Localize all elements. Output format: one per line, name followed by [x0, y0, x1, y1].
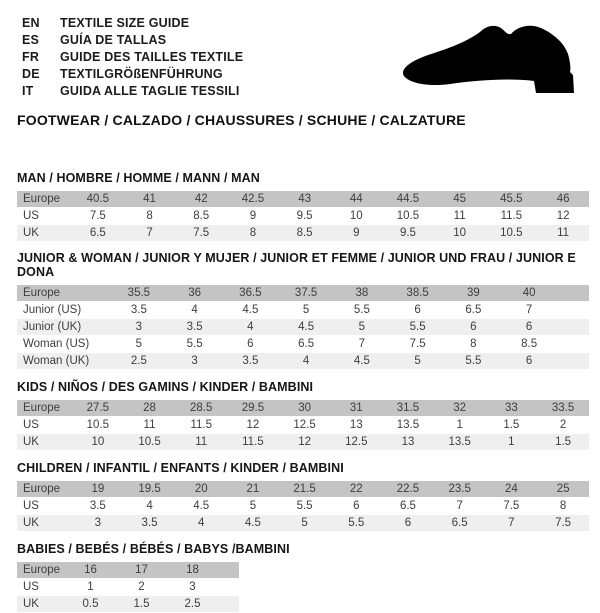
size-value: 10.5	[486, 225, 538, 242]
language-code: IT	[22, 83, 34, 98]
size-value: 7	[124, 225, 176, 242]
size-value: 32	[434, 400, 486, 417]
size-value: 4.5	[278, 319, 334, 336]
section-man	[0, 171, 600, 242]
language-label: GUÍA DE TALLAS	[60, 32, 167, 47]
spacer-cell	[218, 579, 239, 596]
size-value: 10.5	[124, 434, 176, 451]
language-label: TEXTILE SIZE GUIDE	[60, 15, 190, 30]
size-value: 6	[330, 498, 382, 515]
table-row	[17, 481, 589, 498]
size-value: 18	[167, 562, 218, 579]
size-value: 8	[537, 498, 589, 515]
size-value: 9	[330, 225, 382, 242]
size-value: 4.5	[223, 302, 279, 319]
size-value: 12	[279, 434, 331, 451]
size-value: 5	[227, 498, 279, 515]
size-value: 8.5	[501, 336, 557, 353]
size-value: 45	[434, 191, 486, 208]
size-value: 3	[167, 353, 223, 370]
size-value: 43	[279, 191, 331, 208]
size-value: 10	[72, 434, 124, 451]
spacer-cell	[218, 596, 239, 613]
size-value: 28	[124, 400, 176, 417]
language-code: ES	[22, 32, 40, 47]
size-value: 4	[223, 319, 279, 336]
size-value: 33.5	[537, 400, 589, 417]
table-row	[17, 336, 589, 353]
size-value: 11	[434, 208, 486, 225]
size-value: 40.5	[72, 191, 124, 208]
size-value: 3	[167, 579, 218, 596]
spacer-cell	[557, 353, 589, 370]
size-value: 6.5	[446, 302, 502, 319]
size-table-children	[17, 481, 589, 532]
table-row	[17, 208, 589, 225]
size-value: 10.5	[382, 208, 434, 225]
row-label: US	[17, 417, 72, 434]
size-value: 5	[390, 353, 446, 370]
size-value: 22	[330, 481, 382, 498]
size-value: 21.5	[279, 481, 331, 498]
size-value: 6.5	[382, 498, 434, 515]
size-value: 22.5	[382, 481, 434, 498]
language-code: EN	[22, 15, 40, 30]
size-value: 36.5	[223, 285, 279, 302]
size-value: 33	[486, 400, 538, 417]
size-value: 12	[227, 417, 279, 434]
size-value: 3.5	[111, 302, 167, 319]
size-value: 4.5	[227, 515, 279, 532]
size-value: 5	[279, 515, 331, 532]
size-value: 5.5	[446, 353, 502, 370]
size-value: 3.5	[223, 353, 279, 370]
size-table-kids	[17, 400, 589, 451]
row-label: US	[17, 208, 72, 225]
row-label: UK	[17, 596, 65, 613]
size-value: 17	[116, 562, 167, 579]
size-value: 5.5	[279, 498, 331, 515]
size-value: 35.5	[111, 285, 167, 302]
size-value: 4	[124, 498, 176, 515]
size-value: 7	[501, 302, 557, 319]
spacer-cell	[557, 285, 589, 302]
section-kids	[0, 380, 600, 451]
size-value: 4	[175, 515, 227, 532]
size-table-man	[17, 191, 589, 242]
size-value: 20	[175, 481, 227, 498]
size-value: 5.5	[330, 515, 382, 532]
table-row	[17, 191, 589, 208]
size-value: 2.5	[111, 353, 167, 370]
size-value: 7.5	[72, 208, 124, 225]
size-value: 5	[111, 336, 167, 353]
size-value: 46	[537, 191, 589, 208]
section-title-junior-woman: JUNIOR & WOMAN / JUNIOR Y MUJER / JUNIOR ET FEMME / JUNIOR UND FRAU / JUNIOR E DONA	[17, 251, 576, 279]
size-value: 42.5	[227, 191, 279, 208]
size-value: 10	[330, 208, 382, 225]
size-value: 6	[446, 319, 502, 336]
size-value: 6	[501, 353, 557, 370]
size-value: 13	[330, 417, 382, 434]
size-value: 10	[434, 225, 486, 242]
size-value: 8	[227, 225, 279, 242]
size-value: 38	[334, 285, 390, 302]
language-code: FR	[22, 49, 40, 64]
table-row	[17, 434, 589, 451]
size-value: 1.5	[486, 417, 538, 434]
size-value: 13.5	[434, 434, 486, 451]
size-value: 42	[175, 191, 227, 208]
size-table-babies	[17, 562, 239, 613]
size-value: 2	[116, 579, 167, 596]
size-value: 3.5	[167, 319, 223, 336]
size-value: 28.5	[175, 400, 227, 417]
row-label: Europe	[17, 562, 65, 579]
size-value: 7	[486, 515, 538, 532]
section-title-kids: KIDS / NIÑOS / DES GAMINS / KINDER / BAMBINI	[17, 380, 314, 394]
section-title-man: MAN / HOMBRE / HOMME / MANN / MAN	[17, 171, 260, 185]
row-label: Woman (UK)	[17, 353, 111, 370]
row-label: Europe	[17, 481, 72, 498]
size-value: 3.5	[124, 515, 176, 532]
language-label: GUIDA ALLE TAGLIE TESSILI	[60, 83, 240, 98]
size-value: 8	[124, 208, 176, 225]
row-label: UK	[17, 515, 72, 532]
size-value: 40	[501, 285, 557, 302]
size-value: 5	[334, 319, 390, 336]
row-label: Europe	[17, 191, 72, 208]
size-value: 1	[486, 434, 538, 451]
table-row	[17, 498, 589, 515]
spacer-cell	[218, 562, 239, 579]
table-row	[17, 400, 589, 417]
size-value: 9.5	[382, 225, 434, 242]
size-value: 6.5	[278, 336, 334, 353]
size-value: 4	[167, 302, 223, 319]
size-value: 11.5	[227, 434, 279, 451]
size-value: 37.5	[278, 285, 334, 302]
size-value: 11	[537, 225, 589, 242]
size-value: 44.5	[382, 191, 434, 208]
spacer-cell	[557, 319, 589, 336]
size-value: 13	[382, 434, 434, 451]
size-value: 41	[124, 191, 176, 208]
size-value: 25	[537, 481, 589, 498]
size-value: 9.5	[279, 208, 331, 225]
size-value: 2	[537, 417, 589, 434]
size-value: 3.5	[72, 498, 124, 515]
size-value: 11	[124, 417, 176, 434]
spacer-cell	[557, 302, 589, 319]
size-value: 10.5	[72, 417, 124, 434]
size-value: 16	[65, 562, 116, 579]
size-value: 4.5	[334, 353, 390, 370]
size-value: 36	[167, 285, 223, 302]
table-row	[17, 319, 589, 336]
language-code: DE	[22, 66, 40, 81]
size-value: 1.5	[537, 434, 589, 451]
size-value: 24	[486, 481, 538, 498]
section-children	[0, 461, 600, 532]
size-value: 4.5	[175, 498, 227, 515]
size-value: 3	[72, 515, 124, 532]
language-label: GUIDE DES TAILLES TEXTILE	[60, 49, 244, 64]
size-value: 12.5	[330, 434, 382, 451]
language-label: TEXTILGRÖßENFÜHRUNG	[60, 66, 223, 81]
size-value: 19.5	[124, 481, 176, 498]
size-value: 31	[330, 400, 382, 417]
size-table-junior-woman	[17, 285, 589, 370]
size-value: 19	[72, 481, 124, 498]
size-value: 31.5	[382, 400, 434, 417]
size-value: 7	[434, 498, 486, 515]
size-value: 8.5	[279, 225, 331, 242]
size-value: 0.5	[65, 596, 116, 613]
size-value: 39	[446, 285, 502, 302]
row-label: Europe	[17, 285, 111, 302]
size-value: 13.5	[382, 417, 434, 434]
size-value: 38.5	[390, 285, 446, 302]
table-row	[17, 562, 239, 579]
size-value: 12	[537, 208, 589, 225]
size-value: 30	[279, 400, 331, 417]
row-label: Europe	[17, 400, 72, 417]
section-junior-woman	[0, 251, 600, 370]
size-value: 11.5	[175, 417, 227, 434]
size-value: 5	[278, 302, 334, 319]
size-value: 21	[227, 481, 279, 498]
row-label: UK	[17, 434, 72, 451]
size-value: 9	[227, 208, 279, 225]
table-row	[17, 353, 589, 370]
size-value: 1.5	[116, 596, 167, 613]
size-value: 5.5	[167, 336, 223, 353]
size-value: 7.5	[175, 225, 227, 242]
size-value: 1	[65, 579, 116, 596]
size-value: 7.5	[390, 336, 446, 353]
row-label: UK	[17, 225, 72, 242]
size-value: 6	[390, 302, 446, 319]
table-row	[17, 515, 589, 532]
size-value: 5.5	[334, 302, 390, 319]
size-value: 27.5	[72, 400, 124, 417]
row-label: Woman (US)	[17, 336, 111, 353]
size-value: 5.5	[390, 319, 446, 336]
size-value: 6.5	[72, 225, 124, 242]
size-value: 12.5	[279, 417, 331, 434]
section-title-children: CHILDREN / INFANTIL / ENFANTS / KINDER / BAMBINI	[17, 461, 344, 475]
row-label: Junior (UK)	[17, 319, 111, 336]
table-row	[17, 596, 239, 613]
table-row	[17, 302, 589, 319]
size-value: 11	[175, 434, 227, 451]
size-value: 7.5	[537, 515, 589, 532]
size-value: 3	[111, 319, 167, 336]
size-value: 44	[330, 191, 382, 208]
size-value: 23.5	[434, 481, 486, 498]
size-value: 29.5	[227, 400, 279, 417]
size-value: 45.5	[486, 191, 538, 208]
table-row	[17, 285, 589, 302]
row-label: US	[17, 579, 65, 596]
size-value: 7	[334, 336, 390, 353]
section-babies	[0, 542, 600, 613]
size-value: 2.5	[167, 596, 218, 613]
table-row	[17, 579, 239, 596]
dress-shoe-icon	[394, 20, 584, 105]
size-value: 6.5	[434, 515, 486, 532]
section-title-babies: BABIES / BEBÉS / BÉBÉS / BABYS /BAMBINI	[17, 542, 290, 556]
category-title: FOOTWEAR / CALZADO / CHAUSSURES / SCHUHE / CALZATURE	[17, 112, 466, 128]
size-value: 6	[223, 336, 279, 353]
row-label: Junior (US)	[17, 302, 111, 319]
row-label: US	[17, 498, 72, 515]
spacer-cell	[557, 336, 589, 353]
size-value: 8.5	[175, 208, 227, 225]
size-value: 11.5	[486, 208, 538, 225]
size-value: 8	[446, 336, 502, 353]
size-value: 7.5	[486, 498, 538, 515]
size-value: 4	[278, 353, 334, 370]
size-value: 1	[434, 417, 486, 434]
table-row	[17, 417, 589, 434]
size-value: 6	[382, 515, 434, 532]
table-row	[17, 225, 589, 242]
size-value: 6	[501, 319, 557, 336]
